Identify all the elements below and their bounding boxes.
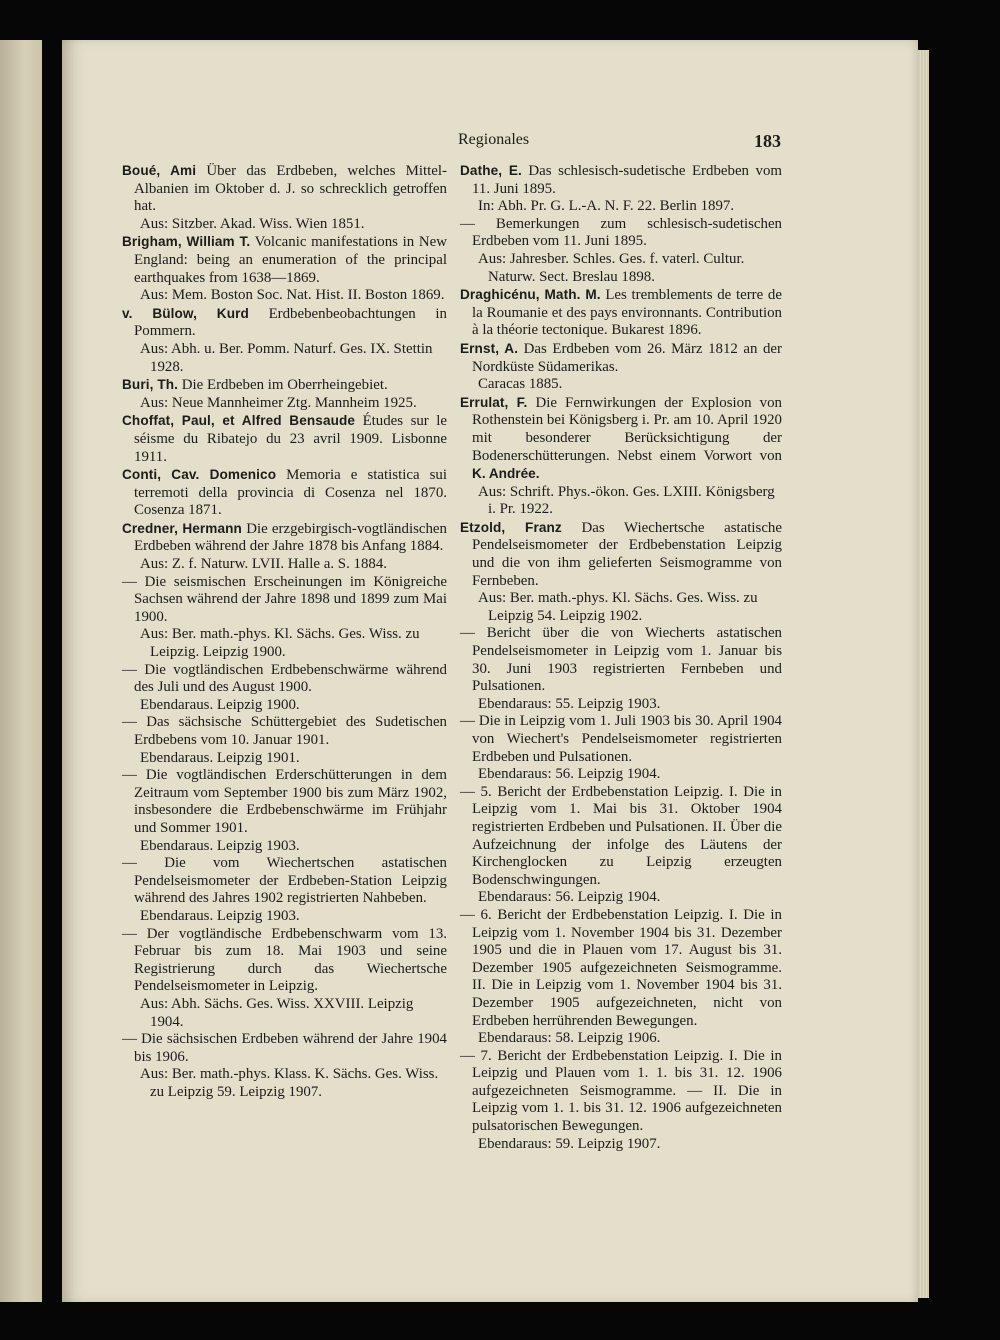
bibliography-entry <box>122 926 447 1032</box>
entry-main <box>122 1031 447 1066</box>
previous-page-edge <box>0 40 42 1302</box>
entry-main <box>460 713 782 766</box>
entry-main <box>122 714 447 749</box>
entry-source: Ebendaraus: 59. Leipzig 1907. <box>478 1135 661 1152</box>
entry-source: Aus: Mem. Boston Soc. Nat. Hist. II. Boston 1869. <box>140 287 445 304</box>
bibliography-entry <box>122 233 447 304</box>
entry-main <box>460 216 782 251</box>
right-column <box>460 162 782 1153</box>
entry-main <box>122 662 447 697</box>
bibliography-entry <box>460 216 782 286</box>
entry-main <box>122 855 447 908</box>
entry-title: Über das Erdbeben, welches Mittel-Albanien im Oktober d. J. so schrecklich getroffen hat. <box>134 163 447 215</box>
entry-source: Aus: Ber. math.-phys. Klass. K. Sächs. Ges. Wiss. zu Leipzig 59. Leipzig 1907. <box>140 1066 439 1100</box>
bibliography-entry <box>122 376 447 412</box>
bibliography-entry <box>460 907 782 1048</box>
entry-main <box>460 625 782 695</box>
entry-title: — Der vogtländische Erdbebenschwarm vom 13. Februar bis zum 18. Mai 1903 und seine Registrierung durch das Wiechertsche Pendelseismometer in Leipzig. <box>122 925 447 995</box>
page-number: 183 <box>754 131 781 151</box>
bibliography-entry <box>122 412 447 466</box>
entry-title: Das Erdbeben vom 26. März 1812 an der Nordküste Südamerikas. <box>472 340 782 375</box>
entry-main <box>122 412 447 466</box>
entry-title: — Die vogtländischen Erdbebenschwärme während des Juli und des August 1900. <box>122 661 447 696</box>
bibliography-entry <box>122 1031 447 1101</box>
entry-title: — Bericht über die von Wiecherts astatischen Pendelseismometer in Leipzig vom 1. Januar bis 30. Juni 1903 registrierten Fernbeben und Pulsationen. <box>460 625 782 695</box>
entry-title: Les tremblements de terre de la Roumanie et des pays environnants. Contribution à la théorie tectonique. Bukarest 1896. <box>472 287 782 339</box>
entry-source: Aus: Z. f. Naturw. LVII. Halle a. S. 1884. <box>140 556 388 573</box>
entry-title: Das Wiechertsche astatische Pendelseismometer der Erdbebenstation Leipzig und die von ihm gelieferten Seismogramme von Fernbeben. <box>472 519 782 589</box>
entry-source: Ebendaraus. Leipzig 1903. <box>140 837 300 854</box>
entry-main <box>460 286 782 340</box>
entry-title-author: K. Andrée. <box>472 466 540 482</box>
entry-source: Ebendaraus: 55. Leipzig 1903. <box>478 695 661 712</box>
entry-author: Draghicénu, Math. M. <box>460 287 601 303</box>
entry-title: — Das sächsische Schüttergebiet des Sudetischen Erdbebens vom 10. Januar 1901. <box>122 714 447 748</box>
entry-author: Dathe, E. <box>460 163 522 178</box>
bibliography-entry <box>460 784 782 907</box>
entry-title: Die Fernwirkungen der Explosion von Rothenstein bei Königsberg i. Pr. am 10. April 1920 mit besonderer Berücksichtigung der Bodenerschütterungen. Nebst einem Vorwort von <box>472 394 782 464</box>
entry-source: Ebendaraus: 56. Leipzig 1904. <box>478 889 661 906</box>
entry-main <box>122 305 447 341</box>
bibliography-entry <box>460 625 782 713</box>
entry-source: Aus: Ber. math.-phys. Kl. Sächs. Ges. Wiss. zu Leipzig 54. Leipzig 1902. <box>478 590 758 624</box>
entry-author: Buri, Th. <box>122 377 179 393</box>
entry-author: Credner, Hermann <box>122 520 242 536</box>
entry-source: Ebendaraus. Leipzig 1900. <box>140 696 300 713</box>
entry-source: Ebendaraus: 58. Leipzig 1906. <box>478 1030 661 1047</box>
bibliography-entry <box>122 162 447 233</box>
entry-main <box>122 926 447 996</box>
bibliography-entry <box>122 662 447 715</box>
entry-main <box>122 376 447 395</box>
entry-title: — Die sächsischen Erdbeben während der Jahre 1904 bis 1906. <box>122 1031 447 1065</box>
entry-main <box>460 907 782 1030</box>
entry-source: Aus: Schrift. Phys.-ökon. Ges. LXIII. Königsberg i. Pr. 1922. <box>478 483 775 518</box>
entry-main <box>122 233 447 287</box>
entry-source: Aus: Sitzber. Akad. Wiss. Wien 1851. <box>140 215 365 232</box>
entry-title: — Die seismischen Erscheinungen im Königreiche Sachsen während der Jahre 1898 und 1899 zum Mai 1900. <box>122 573 447 625</box>
entry-title: Die erzgebirgisch-vogtländischen Erdbeben während der Jahre 1878 bis Anfang 1884. <box>134 520 447 555</box>
entry-source: Aus: Abh. Sächs. Ges. Wiss. XXVIII. Leipzig 1904. <box>140 995 414 1030</box>
entry-main <box>122 466 447 520</box>
bibliography-entry <box>122 574 447 662</box>
entry-main <box>460 162 782 198</box>
entry-main <box>122 162 447 216</box>
entry-source: Ebendaraus: 56. Leipzig 1904. <box>478 766 661 783</box>
entry-author: Brigham, William T. <box>122 234 251 250</box>
entry-title: Erdbebenbeobachtungen in Pommern. <box>134 305 447 340</box>
entry-source: Ebendaraus. Leipzig 1901. <box>140 749 300 766</box>
running-head: Regionales <box>458 131 530 148</box>
entry-author: Errulat, F. <box>460 394 528 410</box>
bibliography-entry <box>460 394 782 519</box>
entry-author: Conti, Cav. Domenico <box>122 467 277 483</box>
entry-source: In: Abh. Pr. G. L.-A. N. F. 22. Berlin 1897. <box>478 198 735 215</box>
bibliography-entry <box>460 713 782 783</box>
entry-author: Boué, Ami <box>122 163 197 178</box>
entry-main <box>460 784 782 890</box>
book-page <box>62 40 918 1302</box>
bibliography-entry <box>122 520 447 574</box>
entry-title: — Die vogtländischen Erderschütterungen in dem Zeitraum vom September 1900 bis zum März 1902, insbesondere die Erdbebenschwärme im Frühjahr und Sommer 1901. <box>122 767 447 836</box>
entry-source: Aus: Abh. u. Ber. Pomm. Naturf. Ges. IX. Stettin 1928. <box>140 340 433 375</box>
bibliography-entry <box>460 519 782 626</box>
bibliography-entry <box>122 305 447 376</box>
entry-author: Ernst, A. <box>460 340 519 356</box>
bibliography-entry <box>460 162 782 216</box>
entry-main <box>460 519 782 590</box>
entry-title: — 5. Bericht der Erdbebenstation Leipzig. I. Die in Leipzig vom 1. Mai bis 31. Oktober 1904 registrierten Erdbeben und Pulsationen. II. Über die Aufzeichnung der infolge des Läutens der Kirchenglocken zu Leipzig erzeugten Bodenschwingungen. <box>460 783 782 888</box>
entry-main <box>122 574 447 627</box>
entry-author: Choffat, Paul, et Alfred Bensaude <box>122 413 356 429</box>
entry-title: Das schlesisch-sudetische Erdbeben vom 11. Juni 1895. <box>472 163 782 197</box>
entry-title: — Die vom Wiechertschen astatischen Pendelseismometer der Erdbeben-Station Leipzig während des Jahres 1902 registrierten Nahbeben. <box>122 855 447 907</box>
entry-title: Memoria e statistica sui terremoti della provincia di Cosenza nel 1870. Cosenza 1871. <box>134 467 447 519</box>
entry-source: Aus: Ber. math.-phys. Kl. Sächs. Ges. Wiss. zu Leipzig. Leipzig 1900. <box>140 626 420 661</box>
entry-source: Aus: Jahresber. Schles. Ges. f. vaterl. Cultur. Naturw. Sect. Breslau 1898. <box>478 250 745 285</box>
entry-main <box>460 340 782 376</box>
entry-main <box>122 767 447 837</box>
bibliography-entry <box>460 340 782 394</box>
entry-main <box>460 1048 782 1136</box>
bibliography-entry <box>122 466 447 520</box>
entry-source: Caracas 1885. <box>478 376 563 393</box>
entry-source: Ebendaraus. Leipzig 1903. <box>140 907 300 924</box>
bibliography-entry <box>460 1048 782 1154</box>
entry-main <box>460 394 782 484</box>
entry-title: — 6. Bericht der Erdbebenstation Leipzig. I. Die in Leipzig vom 1. November 1904 bis 31. Dezember 1905 und die in Plauen vom 17. August bis 31. Dezember 1905 aufgezeichneten Seismogramme. II. Die in Leipzig vom 1. November 1904 bis 31. Dezember 1905 aufgezeichneten, nicht von Erdbeben herrührenden Bewegungen. <box>460 906 782 1029</box>
entry-title: — 7. Bericht der Erdbebenstation Leipzig. I. Die in Leipzig und Plauen vom 1. 1. bis 31. 12. 1906 aufgezeichneten Seismogramme. — II. Die in Leipzig vom 1. 1. bis 31. 12. 1906 aufgezeichneten pulsatorischen Bewegungen. <box>460 1047 782 1135</box>
entry-title: Volcanic manifestations in New England: being an enumeration of the principal earthquakes from 1638—1869. <box>134 234 447 286</box>
entry-author: v. Bülow, Kurd <box>122 305 249 321</box>
bibliography-entry <box>460 286 782 340</box>
entry-title: — Die in Leipzig vom 1. Juli 1903 bis 30. April 1904 von Wiechert's Pendelseismometer registrierten Erdbeben und Pulsationen. <box>460 713 782 765</box>
bibliography-entry <box>122 767 447 855</box>
bibliography-entry <box>122 855 447 925</box>
entry-title: Études sur le séisme du Ribatejo du 23 avril 1909. Lisbonne 1911. <box>134 413 447 465</box>
entry-author: Etzold, Franz <box>460 519 562 535</box>
page-header <box>62 131 918 155</box>
left-column <box>122 162 447 1101</box>
entry-main <box>122 520 447 556</box>
bibliography-entry <box>122 714 447 767</box>
entry-source: Aus: Neue Mannheimer Ztg. Mannheim 1925. <box>140 394 417 411</box>
entry-title: — Bemerkungen zum schlesisch-sudetischen Erdbeben vom 11. Juni 1895. <box>460 215 782 250</box>
entry-title: Die Erdbeben im Oberrheingebiet. <box>181 377 388 394</box>
